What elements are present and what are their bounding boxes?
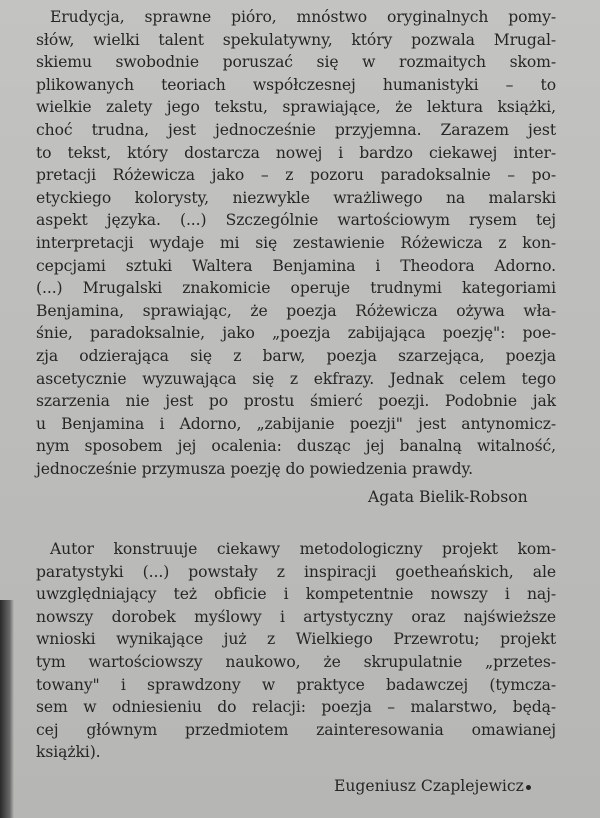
- review-line: książki).: [36, 743, 101, 762]
- review-author-1: Agata Bielik-Robson: [368, 488, 528, 506]
- review-line: nowszy dorobek myślowy i artystyczny oraz najświeższe: [36, 607, 556, 626]
- review-line: paratystyki (...) powstały z inspiracji goetheańskich, ale: [36, 562, 556, 581]
- review-line: Erudycja, sprawne pióro, mnóstwo oryginalnych pomy-: [50, 8, 556, 26]
- review-line: sem w odniesieniu do relacji: poezja – malarstwo, będą-: [36, 698, 556, 717]
- review-line: słów, wielki talent spekulatywny, który pozwala Mrugal-: [36, 30, 556, 49]
- review-line: wielkie zalety jego tekstu, sprawiające, że lektura książki,: [36, 98, 556, 117]
- review-line: to tekst, który dostarcza nowej i bardzo ciekawej inter-: [36, 143, 556, 162]
- review-line: choć trudna, jest jednocześnie przyjemna. Zarazem jest: [36, 120, 556, 139]
- review-line: u Benjamina i Adorno, „zabijanie poezji" jest antynomicz-: [36, 414, 556, 433]
- review-line: wnioski wynikające już z Wielkiego Przewrotu; projekt: [36, 630, 556, 649]
- review-line: towany" i sprawdzony w praktyce badawczej (tymcza-: [36, 675, 556, 694]
- review-line: cepcjami sztuki Waltera Benjamina i Theodora Adorno.: [36, 256, 556, 275]
- review-line: nym sposobem jej ocalenia: dusząc jej banalną witalność,: [36, 437, 556, 456]
- review-line: zja odzierająca się z barw, poezja szarzejąca, poezja: [36, 346, 556, 365]
- review-line: Autor konstruuje ciekawy metodologiczny projekt kom-: [50, 540, 556, 558]
- review-line: cej głównym przedmiotem zainteresowania omawianej: [36, 720, 556, 739]
- bullet-dot-icon: [526, 785, 531, 790]
- review-author-2: [334, 775, 531, 797]
- review-line: Benjamina, sprawiając, że poezja Różewicza ożywa wła-: [36, 301, 556, 320]
- review-line: ascetycznie wyzuwająca się z ekfrazy. Jednak celem tego: [36, 369, 556, 388]
- review-quote-1: [36, 6, 556, 480]
- review-line: jednocześnie przymusza poezję do powiedzenia prawdy.: [36, 459, 473, 478]
- review-line: pretacji Różewicza jako – z pozoru paradoksalnie – po-: [36, 166, 556, 185]
- review-line: szarzenia nie jest po prostu śmierć poezji. Podobnie jak: [36, 392, 556, 411]
- review-line: aspekt języka. (...) Szczególnie wartościowym rysem tej: [36, 211, 556, 230]
- review-line: etyckiego kolorysty, niezwykle wrażliwego na malarski: [36, 188, 556, 207]
- review-line: śnie, paradoksalnie, jako „poezja zabijająca poezję": poe-: [36, 324, 556, 343]
- review-line: interpretacji wydaje mi się zestawienie Różewicza z kon-: [36, 233, 556, 252]
- review-line: (...) Mrugalski znakomicie operuje trudnymi kategoriami: [36, 279, 556, 298]
- review-line: uwzględniający też obficie i kompetentnie nowszy i naj-: [36, 585, 556, 604]
- book-spine-shadow: [0, 600, 14, 818]
- review-line: skiemu swobodnie poruszać się w rozmaitych skom-: [36, 53, 556, 72]
- review-line: plikowanych teoriach współczesnej humanistyki – to: [36, 75, 556, 94]
- review-author-2-name: Eugeniusz Czaplejewicz: [334, 777, 524, 795]
- review-quote-2: [36, 538, 556, 764]
- review-line: tym wartościowszy naukowo, że skrupulatnie „przetes-: [36, 652, 556, 671]
